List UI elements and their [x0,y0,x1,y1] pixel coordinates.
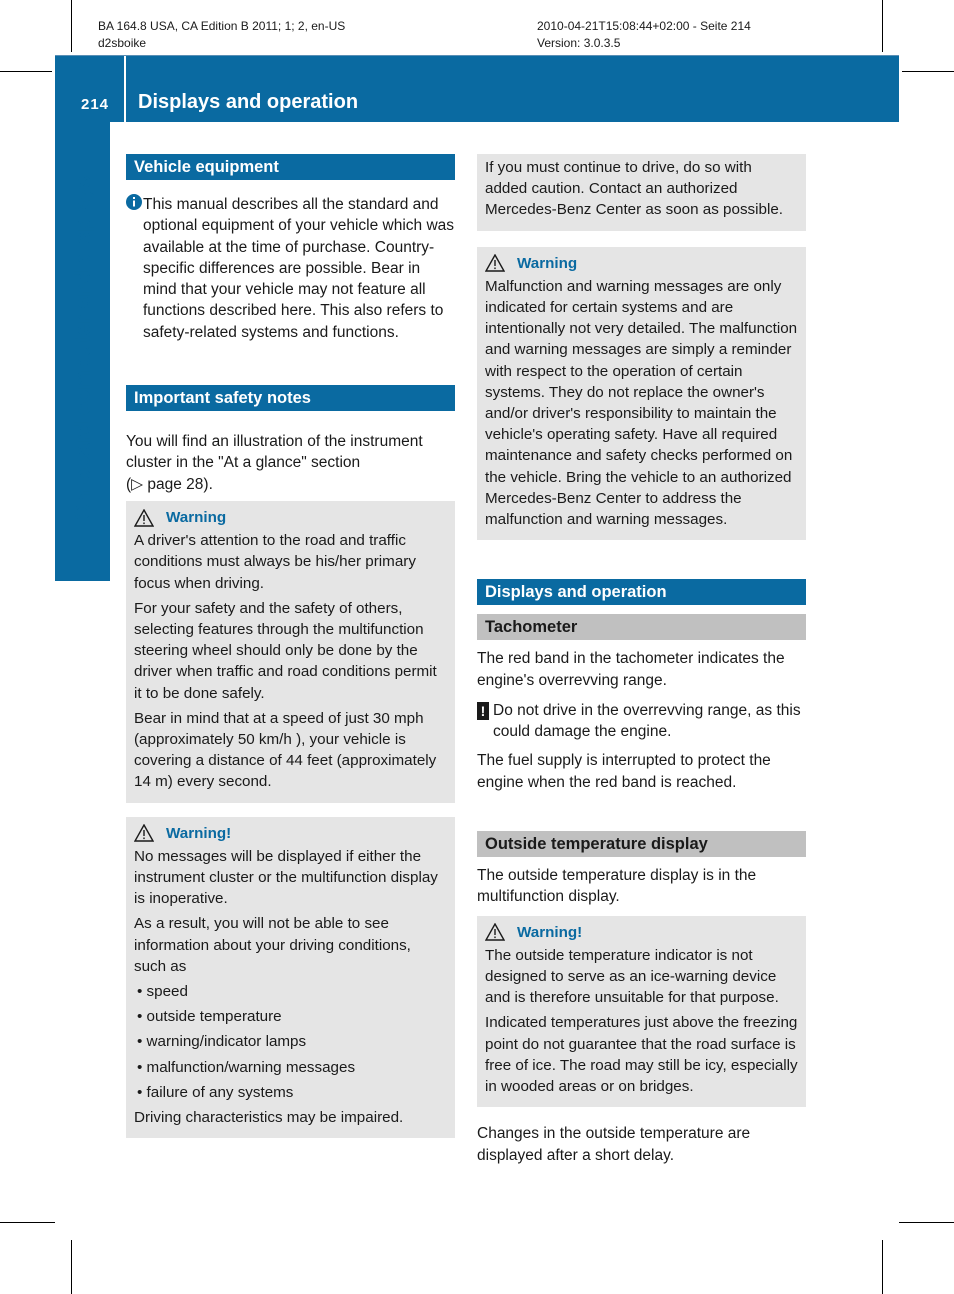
tachometer-text: The red band in the tachometer indicates the engine's overrevving range. [477,650,785,689]
crop-mark [882,0,883,52]
info-text: This manual describes all the standard and optional equipment of your vehicle which was available at the time of purchase. Country-specific differences are possible. Bear in mind that your vehicle may not feature all functions described here. This also refers to safety-related systems and functions. [143,196,455,341]
tachometer-fuel-text: The fuel supply is interrupted to protect the engine when the red band is reached. [477,752,771,791]
continue-driving-text: If you must continue to drive, do so with added caution. Contact an authorized Mercedes-Benz Center as soon as possible. [485,159,783,219]
warning-triangle-icon [134,824,154,842]
crop-mark [882,1240,883,1294]
section-heading-vehicle-equipment: Vehicle equipment [126,154,455,180]
outside-temp-delay-text: Changes in the outside temperature are displayed after a short delay. [477,1125,751,1164]
warning-header [485,922,798,943]
warning-triangle-icon [485,254,505,272]
list-item: • failure of any systems [137,1083,294,1101]
warning-paragraph: The outside temperature indicator is not designed to serve as an ice-warning device and is therefore unsuitable for that purpose. [485,946,779,1007]
warning-title: Warning [517,254,578,272]
warning-triangle-icon [485,923,505,941]
safety-intro [126,431,455,495]
crop-mark [71,0,72,52]
side-tab-label: On-board computer and displays [70,175,95,521]
right-column [477,154,806,1174]
warning-paragraph: Malfunction and warning messages are only indicated for certain systems and are intentionally not very detailed. The malfunction and warning messages are simply a reminder with respect to the operation of certain systems. They do not replace the owner's and/or driver's responsibility to maintain the vehicle's operating safety. Have all required maintenance and safety checks performed on the vehicle. Bring the vehicle to an authorized Mercedes-Benz Center to address the malfunction and warning messages. [485,277,798,529]
warning-paragraph: Indicated temperatures just above the freezing point do not guarantee that the road surface is free of ice. The road may still be icy, especially in wooded areas or on bridges. [485,1014,798,1096]
warning-header [134,507,447,528]
warning-paragraph: A driver's attention to the road and traffic conditions must always be his/her primary focus when driving. [134,532,416,592]
continue-driving-box [477,154,806,231]
subsection-heading-outside-temperature: Outside temperature display [477,831,806,857]
meta-right [537,18,751,52]
warning-title: Warning! [517,923,583,941]
info-icon [126,194,143,343]
header-divider [124,56,126,122]
warning-paragraph: As a result, you will not be able to see information about your driving conditions, such as [134,915,411,975]
meta-left [98,18,345,52]
exclamation-icon: ! [477,702,489,720]
meta-left-line2: d2sboike [98,36,147,50]
page-reference-link[interactable]: (▷ page 28). [126,475,213,493]
caution-text: Do not drive in the overrevving range, as this could damage the engine. [493,701,801,741]
list-item: • malfunction/warning messages [137,1058,356,1076]
warning-box-driver-attention [126,501,455,803]
safety-intro-text: You will find an illustration of the instrument cluster in the "At a glance" section [126,433,423,472]
crop-mark [902,71,954,72]
warning-header [134,823,447,844]
warning-header [485,253,798,274]
warning-box-malfunction [477,247,806,541]
meta-right-line2: Version: 3.0.3.5 [537,36,621,50]
list-item: • speed [137,983,188,1001]
warning-box-ice [477,916,806,1108]
list-item: • outside temperature [137,1008,282,1026]
subsection-heading-tachometer: Tachometer [477,614,806,640]
warning-box-inoperative-display [126,817,455,1139]
warning-paragraph: Bear in mind that at a speed of just 30 mph (approximately 50 km/h ), your vehicle is covering a distance of 44 feet (approximately 14 m) every second. [134,709,437,791]
page-number: 214 [81,96,110,113]
crop-mark [71,1240,72,1294]
bullet-list [134,981,447,1103]
page-title: Displays and operation [138,91,359,113]
crop-mark [899,1222,954,1223]
warning-paragraph: Driving characteristics may be impaired. [134,1109,404,1127]
section-heading-displays-operation: Displays and operation [477,579,806,605]
page-header [55,55,899,122]
outside-temp-text: The outside temperature display is in the multifunction display. [477,867,757,906]
caution-note [477,700,806,743]
list-item: • warning/indicator lamps [137,1033,307,1051]
meta-right-line1: 2010-04-21T15:08:44+02:00 - Seite 214 [537,19,751,33]
section-heading-safety-notes: Important safety notes [126,385,455,411]
warning-title: Warning! [166,824,232,842]
info-note [126,194,455,343]
left-column [126,154,455,1138]
warning-triangle-icon [134,509,154,527]
crop-mark [0,71,52,72]
crop-mark [0,1222,55,1223]
warning-title: Warning [166,508,227,526]
warning-paragraph: No messages will be displayed if either the instrument cluster or the multifunction display is inoperative. [134,847,438,908]
warning-paragraph: For your safety and the safety of others, selecting features through the multifunction steering wheel should only be done by the driver when traffic and road conditions permit it to be done safely. [134,599,437,702]
meta-left-line1: BA 164.8 USA, CA Edition B 2011; 1; 2, en-US [98,19,346,33]
